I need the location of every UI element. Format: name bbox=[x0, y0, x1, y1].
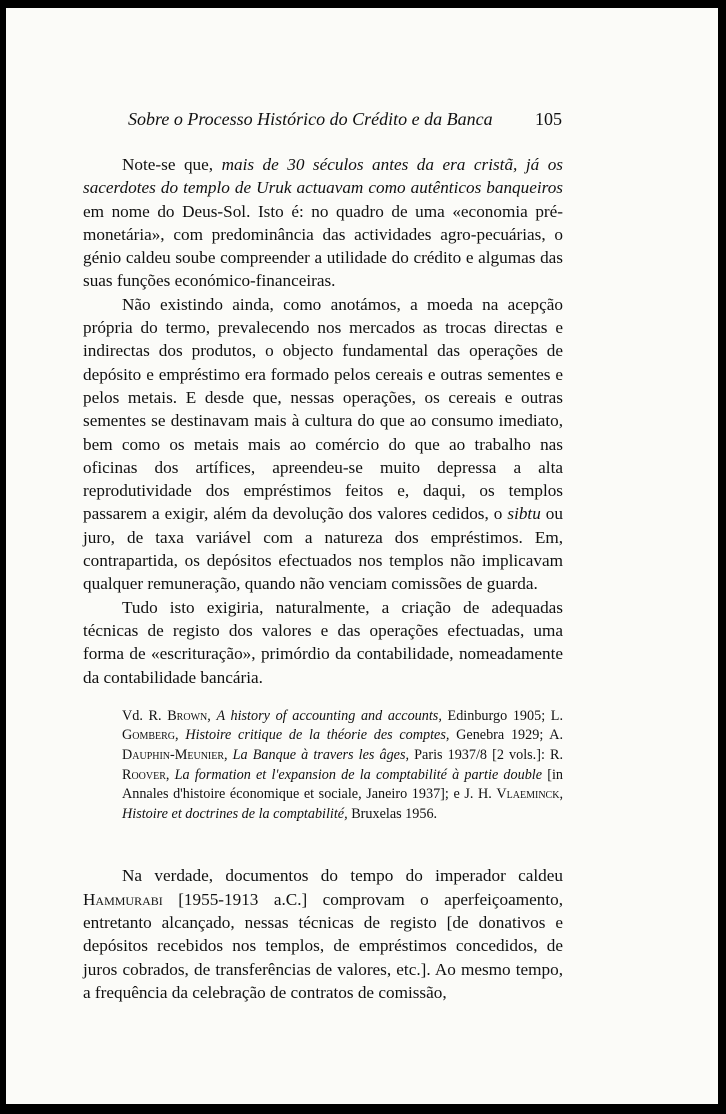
note-text-6: , bbox=[224, 747, 233, 764]
note-text-5: Genebra 1929; A. bbox=[449, 727, 564, 744]
paragraph-4-text-b: [1955-1913 a.C.] comprovam o aperfeiçoamento, entretanto alcançado, nessas técnicas de registo [de donativos e depósitos recebidos nos templos, de empréstimos concedidos, de juros cobrados, de transferências de valores, etc.]. Ao mesmo tempo, a frequência da celebração de contratos de comissão, bbox=[83, 889, 563, 1002]
paragraph-4 bbox=[83, 864, 563, 1004]
note-author-2: Gomberg bbox=[122, 727, 176, 744]
paragraph-1-text-a: Note-se que, bbox=[122, 155, 222, 174]
note-text-1: Vd. R. bbox=[122, 707, 168, 724]
bibliography-note bbox=[83, 707, 563, 825]
paragraph-4-name: Hammurabi bbox=[83, 889, 163, 909]
note-title-3: La Banque à travers les âges, bbox=[232, 747, 410, 764]
note-title-4: La formation et l'expansion de la comptabilité à partie double bbox=[174, 766, 543, 783]
running-header bbox=[128, 108, 568, 130]
paragraph-2-text-a: Não existindo ainda, como anotámos, a moeda na acepção própria do termo, prevalecendo nos mercados as trocas directas e indirectas dos produtos, o objecto fundamental das operações de depósito e empréstimo era formado pelos cereais e outras sementes e pelos metais. E desde que, nessas operações, os cereais e outras sementes se destinavam mais à cultura do que ao consumo imediato, bem como os metais mais ao comércio do que ao trabalho nas oficinas dos artífices, apreendeu-se muito depressa a alta reprodutividade dos empréstimos feitos e, daqui, os templos passarem a exigir, além da devolução dos valores cedidos, o bbox=[83, 294, 563, 524]
note-text-2: , bbox=[207, 707, 217, 724]
paragraph-2-italic: sibtu bbox=[507, 504, 541, 524]
paragraph-2-text-b: ou juro, de taxa variável com a natureza dos empréstimos. Em, contrapartida, os depósitos efectuados nos templos não implicavam qualquer remuneração, quando não venciam comissões de guarda. bbox=[83, 504, 563, 594]
paragraph-1 bbox=[83, 153, 563, 293]
note-text-4: , bbox=[175, 727, 186, 744]
book-page bbox=[6, 8, 718, 1104]
paragraph-4-text-a: Na verdade, documentos do tempo do imperador caldeu bbox=[122, 866, 563, 886]
note-text-3: Edinburgo 1905; L. bbox=[441, 707, 564, 724]
header-title: Sobre o Processo Histórico do Crédito e da Banca bbox=[128, 109, 493, 129]
note-title-2: Histoire critique de la théorie des comptes, bbox=[185, 727, 450, 744]
note-title-1: A history of accounting and accounts, bbox=[216, 707, 442, 724]
note-text-7: Paris 1937/8 [2 vols.]: R. bbox=[409, 747, 563, 764]
paragraph-1-italic: mais de 30 séculos antes da era cristã, já os sacerdotes do templo de Uruk actuavam como autênticos banqueiros bbox=[83, 155, 563, 198]
paragraph-2 bbox=[83, 293, 563, 596]
paragraph-3: Tudo isto exigiria, naturalmente, a criação de adequadas técnicas de registo dos valores e das operações efectuadas, uma forma de «escrituração», primórdio da contabilidade, nomeadamente da contabilidade bancária. bbox=[83, 597, 563, 687]
note-author-1: Brown bbox=[167, 707, 208, 724]
note-author-4: Roover bbox=[122, 766, 166, 783]
note-text-8: , bbox=[165, 766, 175, 783]
note-author-3: Dauphin-Meunier bbox=[122, 747, 225, 764]
note-text-9: [in Annales d'histoire économique et sociale, Janeiro 1937]; e J. H. bbox=[122, 766, 564, 803]
note-title-5: Histoire et doctrines de la comptabilité, bbox=[122, 805, 348, 822]
note-text-11: Bruxelas 1956. bbox=[347, 805, 438, 822]
note-author-5: Vlaeminck bbox=[496, 786, 560, 803]
page-number: 105 bbox=[535, 109, 562, 129]
paragraph-1-text-b: em nome do Deus-Sol. Isto é: no quadro de uma «economia pré-monetária», com predominância das actividades agro-pecuárias, o génio caldeu soube compreender a utilidade do crédito e algumas das suas funções económico-financeiras. bbox=[83, 201, 563, 291]
bottom-section bbox=[83, 864, 563, 1004]
note-text-10: , bbox=[559, 786, 563, 803]
main-text bbox=[83, 153, 563, 1004]
